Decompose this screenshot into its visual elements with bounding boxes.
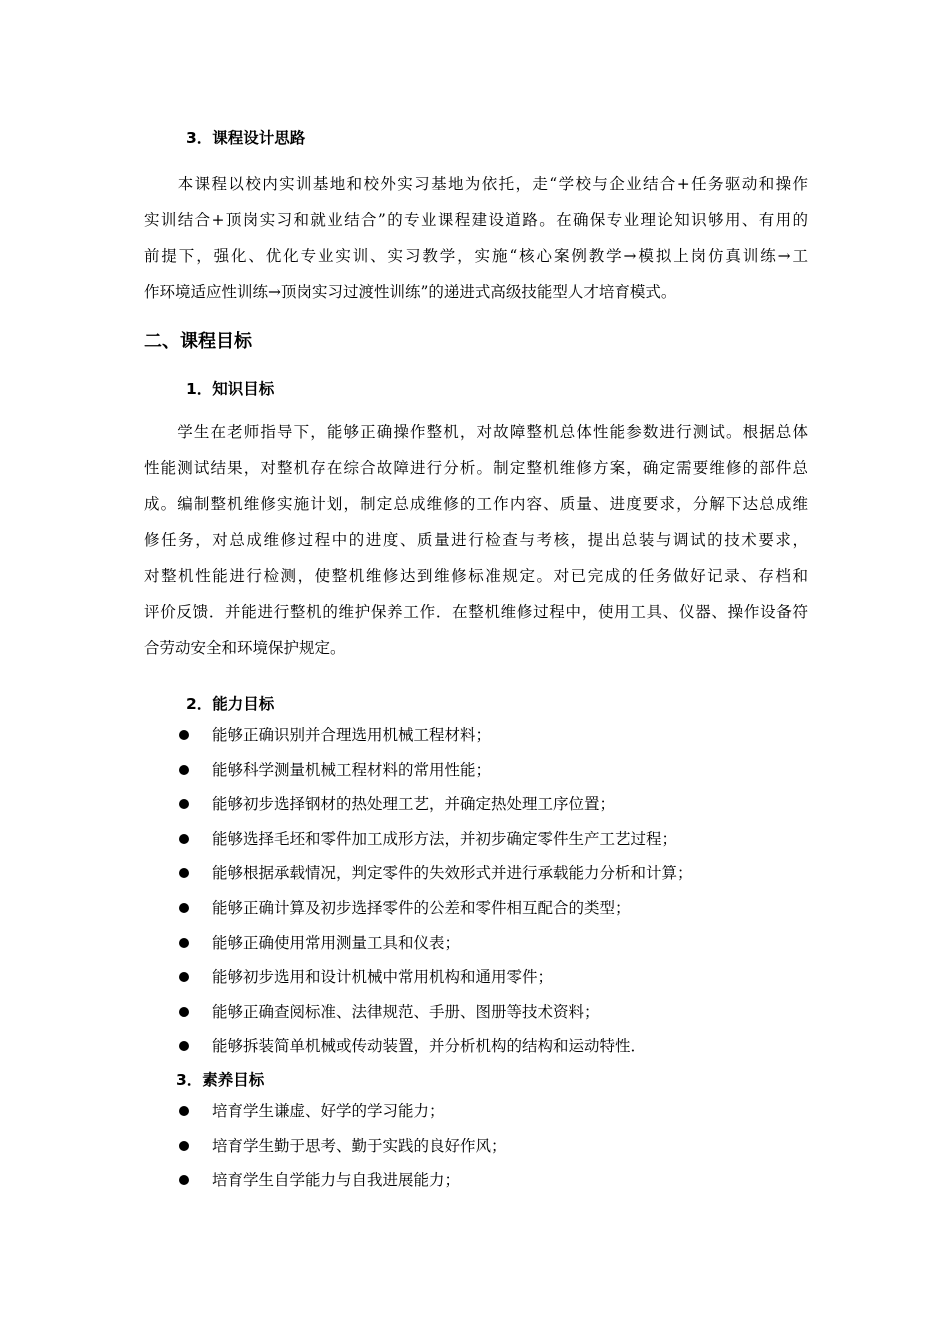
list-item-text: 能够正确识别并合理选用机械工程材料； [212,726,492,744]
list-item-text: 培育学生自学能力与自我进展能力； [212,1171,461,1190]
bullet-icon [179,938,189,948]
chapter-2-heading: 二、课程目标 [144,331,252,352]
list-item-text: 能够根据承载情况，判定零件的失效形式并进行承载能力分析和计算； [212,864,693,883]
list-item-text: 能够选择毛坯和零件加工成形方法，并初步确定零件生产工艺过程； [212,829,678,848]
paragraph-line: 实训结合+顶岗实习和就业结合”的专业课程建设道路。在确保专业理论知识够用、有用的 [144,211,808,229]
list-item [176,787,816,822]
ability-heading: 2．能力目标 [186,695,275,713]
list-item [176,1129,816,1164]
knowledge-paragraph [144,414,808,666]
list-item [176,891,816,926]
list-item [176,995,816,1030]
paragraph-line: 作环境适应性训练→顶岗实习过渡性训练”的递进式高级技能型人才培育模式。 [144,283,677,301]
paragraph-line: 学生在老师指导下，能够正确操作整机，对故障整机总体性能参数进行测试。根据总体 [144,423,808,441]
bullet-icon [179,765,189,775]
bullet-icon [179,834,189,844]
list-item [176,960,816,995]
list-item-text: 能够正确使用常用测量工具和仪表； [212,933,461,952]
list-item [176,926,816,961]
list-item [176,1094,816,1129]
bullet-icon [179,1141,189,1151]
paragraph-line: 本课程以校内实训基地和校外实习基地为依托，走“学校与企业结合+任务驱动和操作 [144,175,808,193]
bullet-icon [179,972,189,982]
bullet-icon [179,730,189,740]
list-item-text: 能够拆装简单机械或传动装置，并分析机构的结构和运动特性． [212,1037,647,1056]
bullet-icon [179,799,189,809]
list-item-text: 能够科学测量机械工程材料的常用性能； [212,760,492,779]
list-item-text: 培育学生谦虚、好学的学习能力； [212,1102,445,1120]
bullet-icon [179,903,189,913]
list-item-text: 能够正确计算及初步选择零件的公差和零件相互配合的类型； [212,898,631,917]
list-item [176,822,816,857]
paragraph-line: 评价反馈．并能进行整机的维护保养工作．在整机维修过程中，使用工具、仪器、操作设备符 [144,603,808,621]
paragraph-line: 修任务，对总成维修过程中的进度、质量进行检查与考核，提出总装与调试的技术要求， [144,531,808,549]
list-item-text: 能够初步选择钢材的热处理工艺，并确定热处理工序位置； [212,795,616,814]
list-item-text: 能够正确查阅标准、法律规范、手册、图册等技术资料； [212,1002,600,1021]
list-item [176,753,816,788]
quality-heading: 3．素养目标 [176,1071,265,1089]
section-3-paragraph [144,166,808,310]
section-3-heading: 3．课程设计思路 [186,129,306,147]
bullet-icon [179,868,189,878]
bullet-icon [179,1175,189,1185]
bullet-icon [179,1106,189,1116]
paragraph-line: 合劳动安全和环境保护规定。 [144,639,346,657]
list-item [176,856,816,891]
quality-list [176,1094,816,1198]
paragraph-line: 成。编制整机维修实施计划，制定总成维修的工作内容、质量、进度要求，分解下达总成维 [144,495,808,513]
list-item-text: 培育学生勤于思考、勤于实践的良好作风； [212,1136,507,1155]
bullet-icon [179,1007,189,1017]
list-item [176,1029,816,1064]
knowledge-heading: 1．知识目标 [186,380,275,398]
paragraph-line: 性能测试结果，对整机存在综合故障进行分析。制定整机维修方案，确定需要维修的部件总 [144,459,808,477]
list-item [176,1163,816,1198]
list-item-text: 能够初步选用和设计机械中常用机构和通用零件； [212,968,554,987]
paragraph-line: 对整机性能进行检测，使整机维修达到维修标准规定。对已完成的任务做好记录、存档和 [144,567,808,585]
list-item [176,718,816,753]
bullet-icon [179,1041,189,1051]
ability-list [176,718,816,1064]
paragraph-line: 前提下，强化、优化专业实训、实习教学，实施“核心案例教学→模拟上岗仿真训练→工 [144,247,808,265]
